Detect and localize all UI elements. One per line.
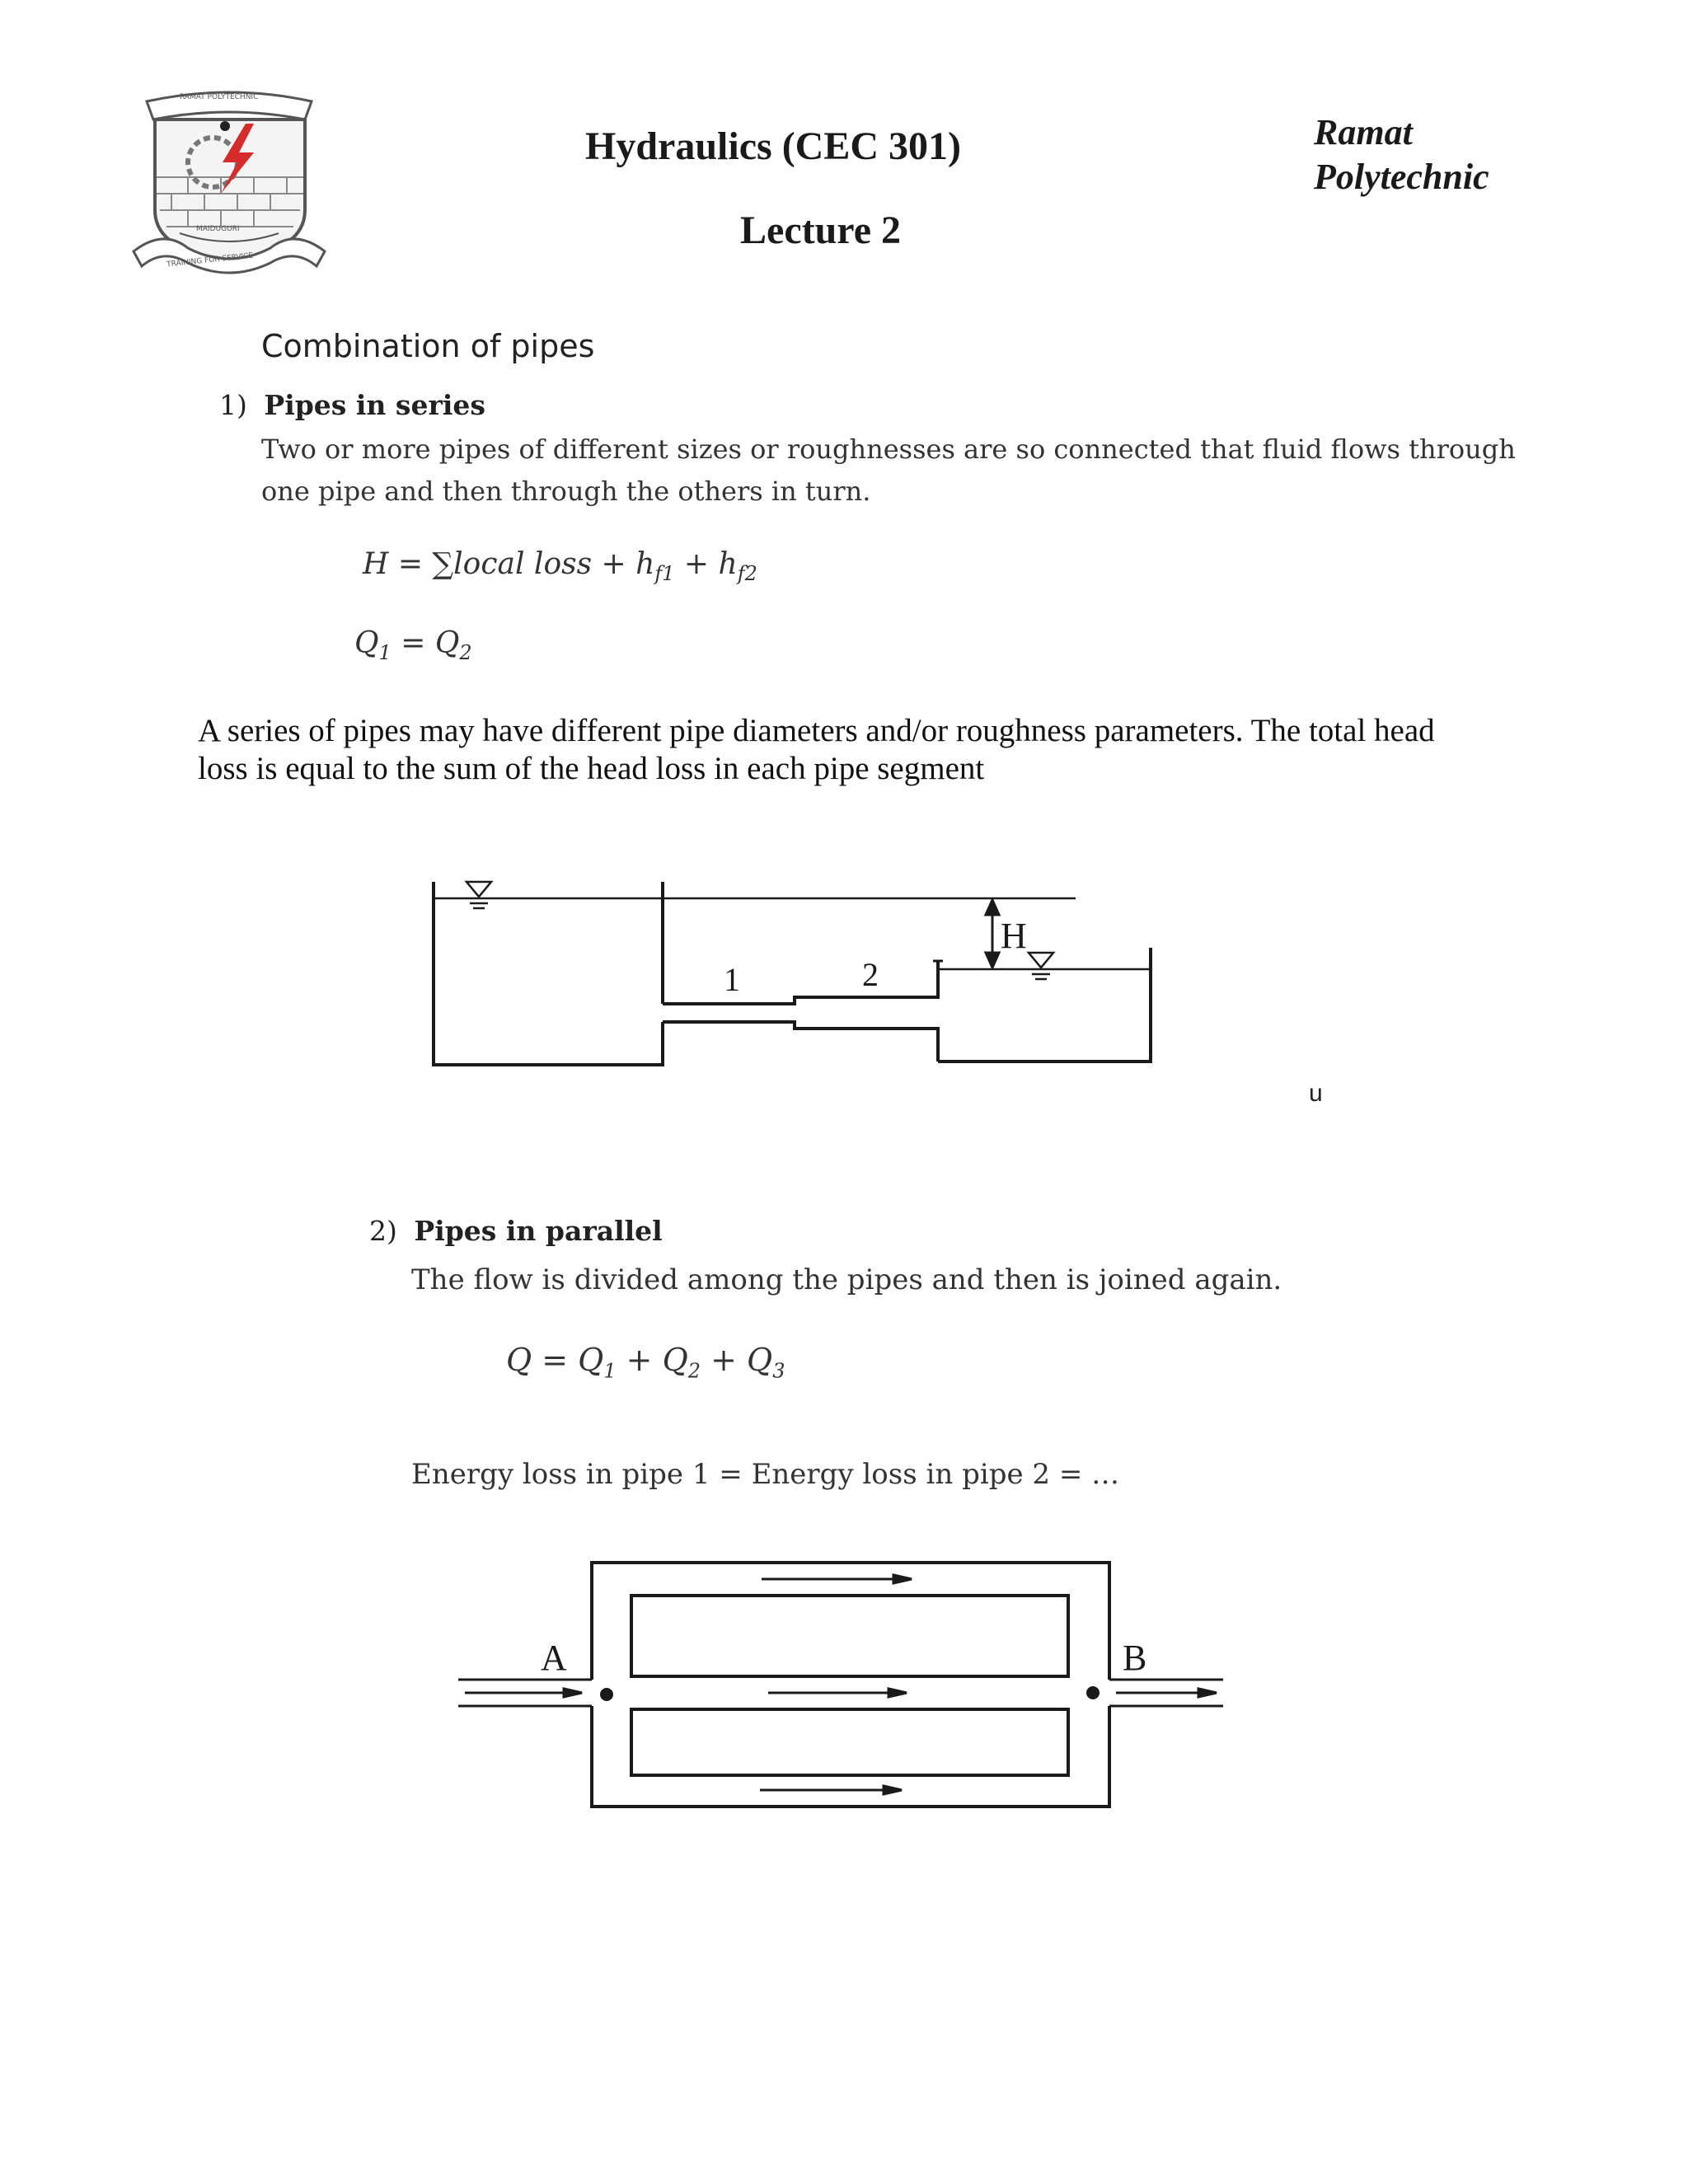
series-pipe-diagram [420,874,1162,1071]
eq-eq-q: = Q [391,626,460,660]
pipe-1-top [663,961,938,1004]
parallel-heading-text: Pipes in parallel [414,1215,663,1247]
series-paragraph-line-1: A series of pipes may have different pipe diameters and/or roughness parameters. The total head [198,713,1435,748]
junction-a-dot [600,1688,613,1701]
left-tank-wall [434,882,663,1065]
arrow-lower-icon [884,1786,902,1794]
section-title: Combination of pipes [261,328,595,364]
parallel-number: 2) [369,1215,397,1247]
eq-sub-f1: f1 [654,562,675,586]
arrow-inlet-icon [564,1689,582,1697]
parallel-pipe-diagram [457,1548,1231,1820]
lower-loop-outer [592,1706,1109,1807]
peq-q: Q [506,1342,532,1378]
eq-q-sub-1: 1 [378,641,392,665]
pipe-lower-inner [631,1709,1068,1775]
series-heading-text: Pipes in series [264,389,485,421]
peq-eq-q1: = Q [532,1342,604,1378]
institution-line-1: Ramat [1314,112,1413,152]
arrow-upper-icon [893,1575,912,1583]
eq-sub-f2: f2 [737,562,757,586]
water-level-symbol-left [467,882,491,908]
series-flow-equation [354,626,472,664]
arrow-middle-icon [889,1689,907,1697]
junction-b-label: B [1123,1638,1147,1678]
pipe-1-label: 1 [724,961,740,998]
stray-mark: u [1309,1080,1323,1107]
peq-plus-q3: + Q [701,1342,773,1378]
flow-arrows [465,1575,1217,1794]
head-label: H [1001,916,1027,956]
eq-sum-local-loss: = ∑local loss + h [397,547,655,581]
logo-city: MAIDUGURI [196,225,240,233]
eq-q-sub-2: 2 [459,641,472,665]
parallel-description: The flow is divided among the pipes and then is joined again. [411,1263,1282,1296]
pipe-upper-inner [631,1596,1068,1676]
institution-line-2: Polytechnic [1314,157,1489,197]
parallel-flow-equation [506,1342,785,1383]
institution-name [1314,110,1489,199]
junction-b-dot [1086,1686,1100,1699]
series-head-equation [363,547,757,585]
parallel-heading [369,1215,663,1247]
peq-plus-q2: + Q [616,1342,688,1378]
arrow-outlet-icon [1198,1689,1217,1697]
series-description-line-2: one pipe and then through the others in turn. [261,476,871,507]
logo-motto: TRAINING FOR SERVICE [166,251,254,269]
series-paragraph-line-2: loss is equal to the sum of the head loss in each pipe segment [198,751,985,786]
head-arrow-icon [986,900,999,968]
peq-sub-2: 2 [687,1359,701,1383]
lecture-title: Lecture 2 [740,209,902,252]
peq-sub-1: 1 [603,1359,617,1383]
series-description-line-1: Two or more pipes of different sizes or roughnesses are so connected that fluid flows through [261,434,1516,465]
eq-plus-h: + h [674,547,738,581]
institution-logo [130,87,328,278]
energy-loss-statement: Energy loss in pipe 1 = Energy loss in pipe 2 = … [411,1458,1120,1491]
pipe-1-bottom [663,1022,938,1062]
course-title: Hydraulics (CEC 301) [585,124,961,168]
series-heading [219,389,485,421]
logo-crest-icon [130,87,328,278]
series-description [261,429,1516,513]
eq-h: H [363,547,389,581]
junction-a-label: A [541,1638,567,1678]
series-number: 1) [219,389,247,421]
series-paragraph [198,712,1435,788]
logo-name: RAMAT POLYTECHNIC [180,93,259,101]
pipe-2-label: 2 [862,956,879,993]
eq-q: Q [354,626,379,660]
water-level-symbol-right [1029,953,1053,979]
peq-sub-3: 3 [772,1359,785,1383]
